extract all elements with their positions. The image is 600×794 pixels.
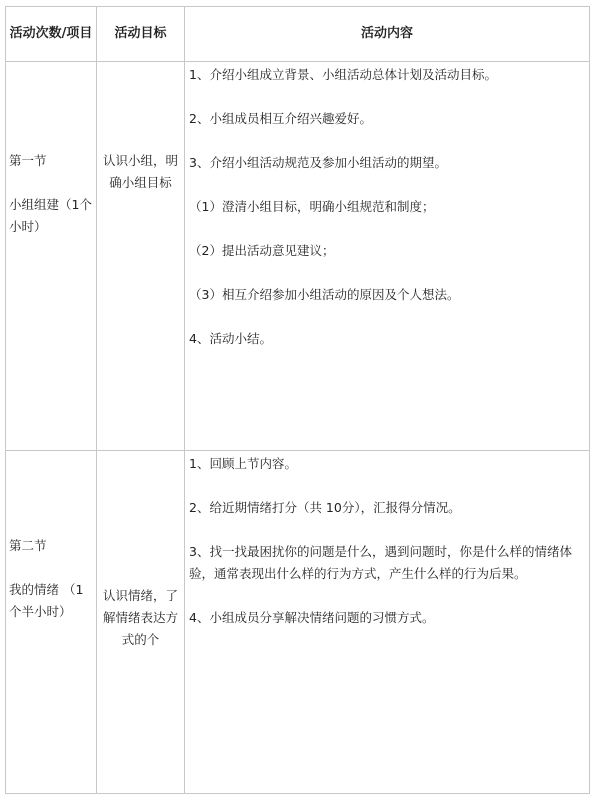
- goal-cell: 认识小组，明确小组目标: [97, 62, 185, 451]
- header-session: 活动次数/项目: [6, 7, 97, 62]
- session-cell: [6, 451, 97, 794]
- session-topic: 小组组建（1个小时）: [9, 197, 92, 234]
- content-item: 2、小组成员相互介绍兴趣爱好。: [189, 111, 372, 126]
- table-row: [6, 451, 590, 794]
- content-item: 3、找一找最困扰你的问题是什么，遇到问题时，你是什么样的情绪体验，通常表现出什么样的行为方式，产生什么样的行为后果。: [189, 544, 572, 581]
- goal-cell: 认识情绪，了解情绪表达方式的个: [97, 451, 185, 794]
- content-item: 3、介绍小组活动规范及参加小组活动的期望。: [189, 155, 447, 170]
- header-row: [6, 7, 590, 62]
- content-item: （1）澄清小组目标，明确小组规范和制度；: [189, 199, 435, 214]
- session-cell: [6, 62, 97, 451]
- content-item: （2）提出活动意见建议；: [189, 243, 335, 258]
- content-item: 4、小组成员分享解决情绪问题的习惯方式。: [189, 610, 435, 625]
- session-label: 第二节: [9, 538, 47, 553]
- content-item: 1、回顾上节内容。: [189, 456, 297, 471]
- session-topic: 我的情绪 （1个半小时）: [9, 582, 84, 619]
- session-label: 第一节: [9, 153, 47, 168]
- activity-table: [5, 6, 590, 794]
- content-cell: [185, 451, 590, 794]
- content-item: （3）相互介绍参加小组活动的原因及个人想法。: [189, 287, 460, 302]
- content-item: 4、活动小结。: [189, 331, 272, 346]
- header-goal: 活动目标: [97, 7, 185, 62]
- content-item: 1、介绍小组成立背景、小组活动总体计划及活动目标。: [189, 67, 497, 82]
- content-cell: [185, 62, 590, 451]
- table-row: [6, 62, 590, 451]
- content-item: 2、给近期情绪打分（共 10分），汇报得分情况。: [189, 500, 461, 515]
- header-content: 活动内容: [185, 7, 590, 62]
